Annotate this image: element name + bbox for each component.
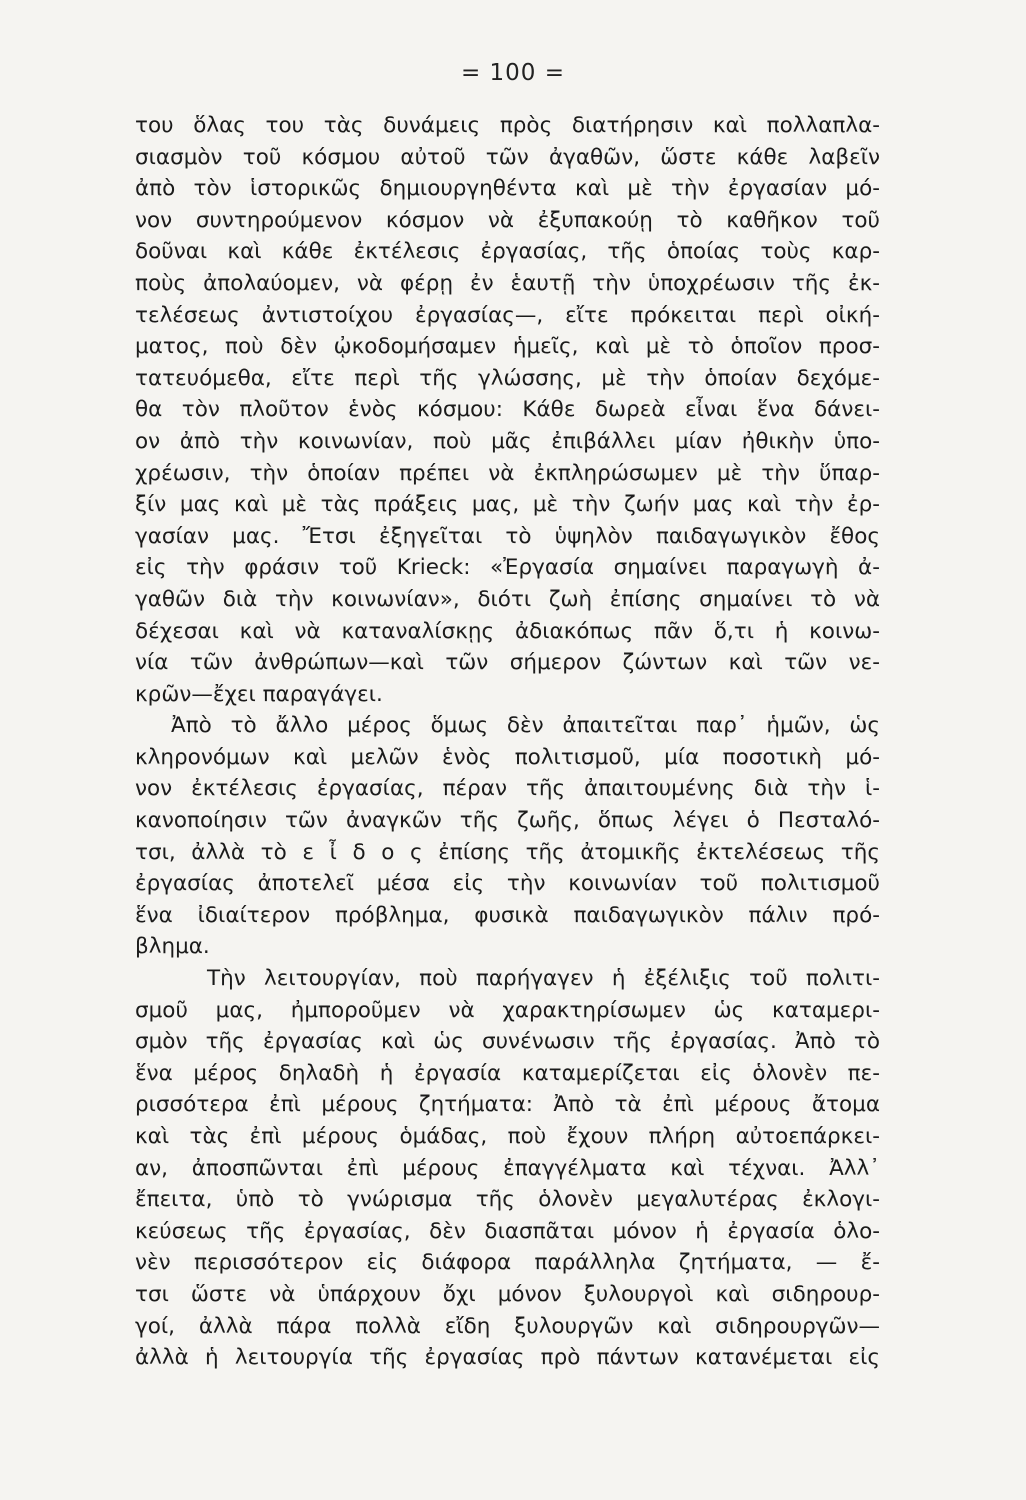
text-line: ον ἀπὸ τὴν κοινωνίαν, ποὺ μᾶς ἐπιβάλλει μίαν ἠθικὴν ὑπο- [135,428,880,454]
text-line: γαθῶν διὰ τὴν κοινωνίαν», διότι ζωὴ ἐπίσης σημαίνει τὸ νὰ [135,586,880,612]
text-line: τατευόμεθα, εἴτε περὶ τῆς γλώσσης, μὲ τὴν ὁποίαν δεχόμε- [135,365,880,391]
text-line: νία τῶν ἀνθρώπων—καὶ τῶν σήμερον ζώντων καὶ τῶν νε- [135,650,880,676]
text-line: ματος, ποὺ δὲν ᾠκοδομήσαμεν ἡμεῖς, καὶ μὲ τὸ ὁποῖον προσ- [135,334,880,360]
page-number: = 100 = [460,60,566,86]
text-line: νον ἐκτέλεσις ἐργασίας, πέραν τῆς ἀπαιτουμένης διὰ τὴν ἱ- [135,776,880,802]
text-line: νὲν περισσότερον εἰς διάφορα παράλληλα ζητήματα, — ἔ- [135,1250,880,1276]
text-line: ρισσότερα ἐπὶ μέρους ζητήματα: Ἀπὸ τὰ ἐπὶ μέρους ἄτομα [135,1092,880,1118]
text-line: σμοῦ μας, ἠμποροῦμεν νὰ χαρακτηρίσωμεν ὡς καταμερι- [135,997,880,1023]
text-line: Τὴν λειτουργίαν, ποὺ παρήγαγεν ἡ ἐξέλιξις τοῦ πολιτι- [207,966,880,992]
body-text [135,110,880,1374]
text-line: ἔπειτα, ὑπὸ τὸ γνώρισμα τῆς ὁλονὲν μεγαλυτέρας ἐκλογι- [135,1187,880,1213]
text-line: ἕνα μέρος δηλαδὴ ἡ ἐργασία καταμερίζεται εἰς ὁλονὲν πε- [135,1060,880,1086]
text-line: τσι, ἀλλὰ τὸ ε ἶ δ ο ς ἐπίσης τῆς ἀτομικῆς ἐκτελέσεως τῆς [135,839,880,865]
text-line: ἕνα ἰδιαίτερον πρόβλημα, φυσικὰ παιδαγωγικὸν πάλιν πρό- [135,902,880,928]
text-line: τελέσεως ἀντιστοίχου ἐργασίας—, εἴτε πρόκειται περὶ οἰκή- [135,302,880,328]
text-line: τσι ὥστε νὰ ὑπάρχουν ὄχι μόνον ξυλουργοὶ καὶ σιδηρουρ- [135,1281,880,1307]
text-line: ξίν μας καὶ μὲ τὰς πράξεις μας, μὲ τὴν ζωήν μας καὶ τὴν ἐρ- [135,492,880,518]
text-line: γασίαν μας. Ἔτσι ἐξηγεῖται τὸ ὑψηλὸν παιδαγωγικὸν ἔθος [135,523,880,549]
text-line: χρέωσιν, τὴν ὁποίαν πρέπει νὰ ἐκπληρώσωμεν μὲ τὴν ὕπαρ- [135,460,880,486]
text-line: του ὅλας του τὰς δυνάμεις πρὸς διατήρησιν καὶ πολλαπλα- [135,113,880,138]
text-line: εἰς τὴν φράσιν τοῦ Krieck: «Ἐργασία σημαίνει παραγωγὴ ἀ- [135,555,880,581]
text-line: κρῶν—ἔχει παραγάγει. [135,681,383,707]
text-line: ποὺς ἀπολαύομεν, νὰ φέρῃ ἐν ἑαυτῇ τὴν ὑποχρέωσιν τῆς ἐκ- [135,270,880,296]
text-line: δοῦναι καὶ κάθε ἐκτέλεσις ἐργασίας, τῆς ὁποίας τοὺς καρ- [135,239,880,265]
text-line: σιασμὸν τοῦ κόσμου αὐτοῦ τῶν ἀγαθῶν, ὥστε κάθε λαβεῖν [135,144,880,170]
text-line: σμὸν τῆς ἐργασίας καὶ ὡς συνένωσιν τῆς ἐργασίας. Ἀπὸ τὸ [135,1029,880,1055]
text-line: αν, ἀποσπῶνται ἐπὶ μέρους ἐπαγγέλματα καὶ τέχναι. Ἀλλ᾽ [135,1155,880,1181]
text-line: κανοποίησιν τῶν ἀναγκῶν τῆς ζωῆς, ὅπως λέγει ὁ Πεσταλό- [135,808,880,834]
text-line: βλημα. [135,934,210,960]
text-line: κεύσεως τῆς ἐργασίας, δὲν διασπᾶται μόνον ἡ ἐργασία ὁλο- [135,1218,880,1244]
text-line: Ἀπὸ τὸ ἄλλο μέρος ὅμως δὲν ἀπαιτεῖται παρ᾽ ἡμῶν, ὡς [171,713,880,739]
text-line: καὶ τὰς ἐπὶ μέρους ὁμάδας, ποὺ ἔχουν πλήρη αὐτοεπάρκει- [135,1124,880,1149]
text-line: ἐργασίας ἀποτελεῖ μέσα εἰς τὴν κοινωνίαν τοῦ πολιτισμοῦ [135,871,880,897]
text-line: ἀπὸ τὸν ἱστορικῶς δημιουργηθέντα καὶ μὲ τὴν ἐργασίαν μό- [135,176,880,202]
text-line: δέχεσαι καὶ νὰ καταναλίσκῃς ἀδιακόπως πᾶν ὅ,τι ἡ κοινω- [135,618,880,644]
text-line: ἀλλὰ ἡ λειτουργία τῆς ἐργασίας πρὸ πάντων κατανέμεται εἰς [135,1345,880,1371]
text-line: κληρονόμων καὶ μελῶν ἑνὸς πολιτισμοῦ, μία ποσοτικὴ μό- [135,744,880,770]
text-line: θα τὸν πλοῦτον ἑνὸς κόσμου: Κάθε δωρεὰ εἶναι ἕνα δάνει- [135,397,880,423]
text-line: γοί, ἀλλὰ πάρα πολλὰ εἴδη ξυλουργῶν καὶ σιδηρουργῶν— [135,1313,880,1339]
text-line: νον συντηρούμενον κόσμον νὰ ἐξυπακούῃ τὸ καθῆκον τοῦ [135,207,880,233]
